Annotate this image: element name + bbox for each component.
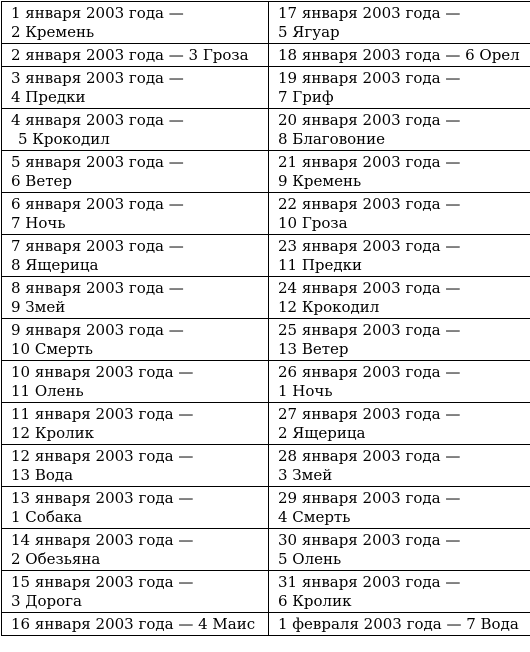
cell-date: 20 января 2003 года — [278,111,461,129]
cell-sign: 10 Гроза [278,214,348,232]
cell-date: 6 января 2003 года — [11,195,184,213]
table-cell-left [2,487,269,529]
cell-sign: 7 Гриф [278,88,334,106]
table-row [2,277,530,319]
table-cell-left [2,193,269,235]
table-row [2,67,530,109]
table-cell-right [269,529,530,571]
cell-date: 8 января 2003 года — [11,279,184,297]
table-row [2,235,530,277]
table-cell-right [269,151,530,193]
table-cell-right [269,193,530,235]
cell-date: 7 января 2003 года — [11,237,184,255]
table-cell-left [2,67,269,109]
table-cell-left [2,571,269,613]
cell-sign: 8 Ящерица [11,256,99,274]
cell-date: 23 января 2003 года — [278,237,461,255]
cell-sign: 8 Благовоние [278,130,386,148]
table-cell-left [2,403,269,445]
table-row [2,2,530,44]
cell-sign: 3 Дорога [11,592,82,610]
cell-date: 12 января 2003 года — [11,447,194,465]
cell-date: 22 января 2003 года — [278,195,461,213]
table-cell-left [2,235,269,277]
cell-date: 10 января 2003 года — [11,363,194,381]
table-cell-right [269,487,530,529]
cell-sign: 5 Олень [278,550,342,568]
cell-sign: 1 Ночь [278,382,333,400]
table-row [2,613,530,636]
cell-sign: 2 Кремень [11,23,95,41]
table-cell-right [269,403,530,445]
cell-sign: 5 Ягуар [278,23,340,41]
table-cell-left [2,613,269,636]
cell-date: 28 января 2003 года — [278,447,461,465]
cell-sign: 5 Крокодил [18,130,110,148]
cell-date-sign: 18 января 2003 года — 6 Орел [278,46,520,64]
cell-date: 13 января 2003 года — [11,489,194,507]
cell-date: 9 января 2003 года — [11,321,184,339]
calendar-table [1,1,530,636]
cell-sign: 6 Ветер [11,172,72,190]
table-row [2,445,530,487]
table-row [2,109,530,151]
cell-date: 31 января 2003 года — [278,573,461,591]
cell-date: 1 января 2003 года — [11,4,184,22]
cell-sign: 9 Кремень [278,172,362,190]
table-cell-left [2,277,269,319]
cell-date: 11 января 2003 года — [11,405,194,423]
cell-sign: 11 Олень [11,382,84,400]
cell-date: 19 января 2003 года — [278,69,461,87]
table-cell-left [2,361,269,403]
cell-sign: 11 Предки [278,256,363,274]
table-cell-left [2,529,269,571]
cell-sign: 7 Ночь [11,214,66,232]
table-row [2,403,530,445]
table-cell-right [269,44,530,67]
cell-date: 24 января 2003 года — [278,279,461,297]
cell-sign: 6 Кролик [278,592,352,610]
cell-date-sign: 16 января 2003 года — 4 Маис [11,615,256,633]
table-cell-left [2,151,269,193]
cell-date: 4 января 2003 года — [11,111,184,129]
cell-date: 30 января 2003 года — [278,531,461,549]
cell-date-sign: 2 января 2003 года — 3 Гроза [11,46,249,64]
table-cell-left [2,2,269,44]
cell-sign: 4 Смерть [278,508,351,526]
cell-sign: 12 Кролик [11,424,94,442]
cell-sign: 2 Ящерица [278,424,366,442]
table-cell-right [269,613,530,636]
cell-date: 3 января 2003 года — [11,69,184,87]
cell-date: 5 января 2003 года — [11,153,184,171]
table-cell-right [269,277,530,319]
cell-date: 29 января 2003 года — [278,489,461,507]
table-row [2,571,530,613]
table-cell-right [269,319,530,361]
table-row [2,529,530,571]
cell-sign: 3 Змей [278,466,333,484]
table-cell-right [269,109,530,151]
cell-sign: 9 Змей [11,298,66,316]
table-cell-left [2,109,269,151]
table-cell-right [269,361,530,403]
table-row [2,487,530,529]
cell-sign: 1 Собака [11,508,83,526]
cell-sign: 12 Крокодил [278,298,380,316]
table-cell-right [269,571,530,613]
table-cell-left [2,44,269,67]
cell-date: 25 января 2003 года — [278,321,461,339]
table-row [2,151,530,193]
cell-sign: 2 Обезьяна [11,550,101,568]
cell-date: 26 января 2003 года — [278,363,461,381]
table-cell-right [269,235,530,277]
table-cell-right [269,2,530,44]
table-cell-right [269,67,530,109]
calendar-table-body [2,2,530,636]
cell-date: 27 января 2003 года — [278,405,461,423]
cell-date: 15 января 2003 года — [11,573,194,591]
table-cell-left [2,445,269,487]
table-row [2,193,530,235]
cell-sign: 13 Ветер [278,340,349,358]
table-row [2,44,530,67]
cell-date: 17 января 2003 года — [278,4,461,22]
cell-sign: 4 Предки [11,88,86,106]
cell-sign: 13 Вода [11,466,74,484]
table-row [2,319,530,361]
table-cell-left [2,319,269,361]
table-cell-right [269,445,530,487]
cell-date: 14 января 2003 года — [11,531,194,549]
cell-date: 21 января 2003 года — [278,153,461,171]
cell-sign: 10 Смерть [11,340,93,358]
cell-date-sign: 1 февраля 2003 года — 7 Вода [278,615,519,633]
table-row [2,361,530,403]
